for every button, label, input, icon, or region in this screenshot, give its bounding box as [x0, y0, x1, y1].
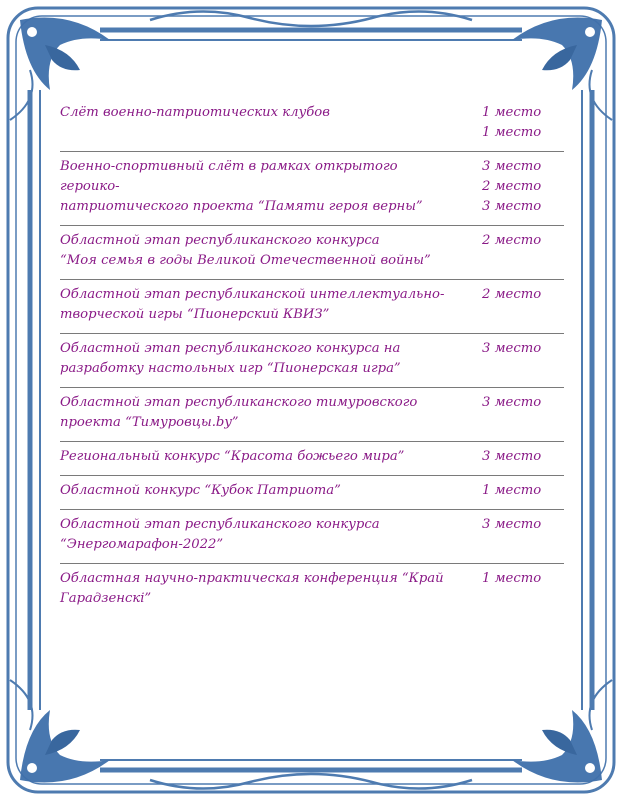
achievement-row	[60, 564, 564, 617]
event-name: Областная научно-практическая конференция “Край Гарадзенскі”	[60, 571, 444, 606]
event-name: Военно-спортивный слёт в рамках открытого героико- патриотического проекта “Памяти героя верны”	[60, 159, 423, 214]
place: 1 место	[482, 483, 542, 498]
places	[474, 231, 564, 271]
place: 2 место	[482, 287, 542, 302]
achievement-row	[60, 476, 564, 510]
place: 3 место	[482, 449, 542, 464]
place: 2 место	[482, 233, 542, 248]
place: 3 место	[482, 199, 542, 214]
achievements-list	[60, 98, 564, 617]
achievement-row	[60, 152, 564, 226]
places	[474, 157, 564, 217]
event-name: Областной этап республиканского конкурса на разработку настольных игр “Пионерская игра”	[60, 341, 401, 376]
place: 3 место	[482, 341, 542, 356]
places	[474, 285, 564, 325]
places	[474, 569, 564, 609]
achievement-row	[60, 280, 564, 334]
achievement-row	[60, 388, 564, 442]
achievement-row	[60, 334, 564, 388]
places	[474, 447, 564, 467]
place: 3 место	[482, 395, 542, 410]
event-name: Областной этап республиканского конкурса “Моя семья в годы Великой Отечественной войны”	[60, 233, 431, 268]
achievement-row	[60, 98, 564, 152]
places	[474, 339, 564, 379]
places	[474, 103, 564, 143]
achievement-row	[60, 226, 564, 280]
places	[474, 393, 564, 433]
place: 2 место	[482, 179, 542, 194]
place: 3 место	[482, 517, 542, 532]
event-name: Областной конкурс “Кубок Патриота”	[60, 483, 341, 498]
places	[474, 481, 564, 501]
places	[474, 515, 564, 555]
event-name: Областной этап республиканского тимуровского проекта “Тимуровцы.by”	[60, 395, 418, 430]
place: 3 место	[482, 159, 542, 174]
achievement-row	[60, 442, 564, 476]
place: 1 место	[482, 125, 542, 140]
place: 1 место	[482, 571, 542, 586]
place: 1 место	[482, 105, 542, 120]
event-name: Областной этап республиканского конкурса “Энергомарафон-2022”	[60, 517, 380, 552]
event-name: Слёт военно-патриотических клубов	[60, 105, 330, 120]
event-name: Региональный конкурс “Красота божьего мира”	[60, 449, 405, 464]
event-name: Областной этап республиканской интеллектуально- творческой игры “Пионерский КВИЗ”	[60, 287, 445, 322]
achievement-row	[60, 510, 564, 564]
